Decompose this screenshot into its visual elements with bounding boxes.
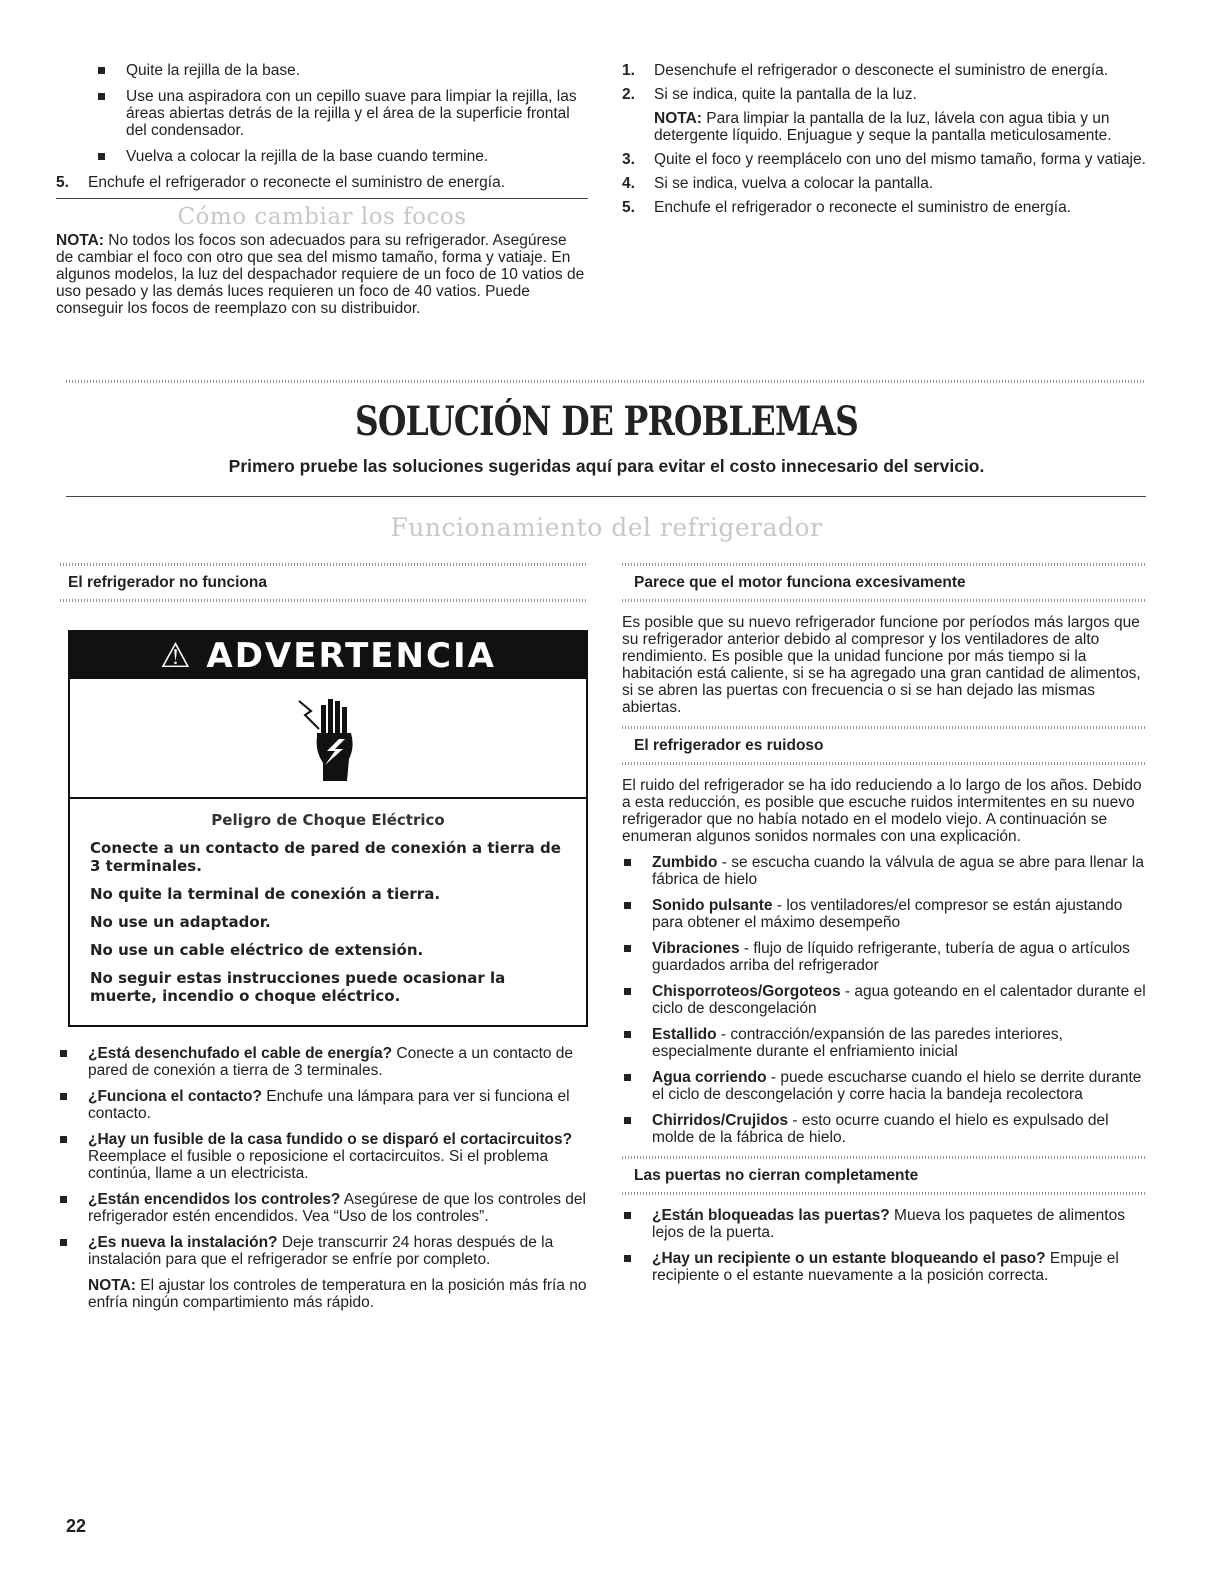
list-item [58,1088,588,1122]
list-item [622,1250,1147,1284]
check-question: ¿Están encendidos los controles? [88,1191,341,1208]
top-left-column [56,62,588,326]
list-item [58,1131,588,1182]
sound-name: Chisporroteos/Gorgoteos [652,983,841,1000]
section-divider [66,380,1146,383]
heading-doors: Las puertas no cierran completamente [634,1167,919,1184]
list-item [622,897,1147,931]
list-item: Use una aspiradora con un cepillo suave para limpiar la rejilla, las áreas abiertas detrás de la rejilla y el área de la superficie frontal del condensador. [96,88,588,139]
electric-shock-hand-icon [293,693,363,783]
sound-name: Vibraciones [652,940,740,957]
check-answer: Reemplace el fusible o reposicione el cortacircuitos. Si el problema continúa, llame a un electricista. [88,1148,549,1182]
heading-motor: Parece que el motor funciona excesivamente [634,574,966,591]
note-text: Para limpiar la pantalla de la luz, lávela con agua tibia y un detergente líquido. Enjuague y seque la pantalla meticulosamente. [654,110,1112,144]
warning-line: Conecte a un contacto de pared de conexión a tierra de 3 terminales. [90,839,561,875]
step-number: 3. [622,151,635,168]
motor-paragraph: Es posible que su nuevo refrigerador funcione por períodos más largos que su refrigerador anterior debido al compresor y los ventiladores de alto rendimiento. Es posible que la unidad funcione por más tiempo si la habitación está caliente, si se ha agregado una gran cantidad de alimentos, si se abren las puertas con frecuencia o si se han dejado las mismas abiertas. [622,614,1141,716]
note-text: El ajustar los controles de temperatura en la posición más fría no enfría ningún compartimiento más rápido. [88,1277,587,1311]
noisy-paragraph: El ruido del refrigerador se ha ido reduciendo a lo largo de los años. Debido a esta reducción, es posible que escuche ruidos intermitentes en su nuevo refrigerador que no había notado en el modelo viejo. A continuación se enumeran algunos sonidos normales con una explicación. [622,777,1142,845]
step-number: 4. [622,175,635,192]
title-rule [66,496,1146,497]
step-number: 5. [56,174,69,191]
sound-name: Zumbido [652,854,718,871]
step-number: 5. [622,199,635,216]
check-question: ¿Es nueva la instalación? [88,1234,278,1251]
page-number: 22 [66,1516,87,1536]
list-item [56,174,588,191]
bulbs-note [56,232,588,317]
sound-desc: - contracción/expansión de las paredes interiores, especialmente durante el enfriamiento inicial [652,1026,1063,1060]
list-item [622,86,1147,144]
dotted-rule [60,599,588,602]
warning-graphic [70,679,586,799]
list-item [622,1112,1147,1146]
sound-name: Chirridos/Crujidos [652,1112,789,1129]
step-text: Enchufe el refrigerador o reconecte el suministro de energía. [654,199,1072,216]
list-item [622,1069,1147,1103]
top-right-column [622,62,1147,223]
step-text: Enchufe el refrigerador o reconecte el suministro de energía. [88,174,506,191]
check-answer: Asegúrese de que los controles del refrigerador estén encendidos. Vea “Uso de los controles”. [88,1191,586,1225]
heading-noisy: El refrigerador es ruidoso [634,737,824,754]
sound-desc: - se escucha cuando la válvula de agua se abre para llenar la fábrica de hielo [652,854,1144,888]
note-text: No todos los focos son adecuados para su refrigerador. Asegúrese de cambiar el foco con otro que sea del mismo tamaño, forma y vatiaje. En algunos modelos, la luz del despachador requiere de un foco de 10 vatios de uso pesado y las demás luces requieren un foco de 40 vatios. Puede conseguir los focos de reemplazo con su distribuidor. [56,232,585,317]
sound-name: Agua corriendo [652,1069,767,1086]
warning-line: No seguir estas instrucciones puede ocasionar la muerte, incendio o choque eléctrico. [90,969,506,1005]
bottom-right-column [622,563,1147,1293]
list-item [58,1045,588,1079]
warning-hazard: Peligro de Choque Eléctrico [211,811,445,829]
list-item [622,1026,1147,1060]
check-question: ¿Están bloqueadas las puertas? [652,1207,890,1224]
step-text: Si se indica, quite la pantalla de la luz. [654,86,917,103]
section-title-operation: Funcionamiento del refrigerador [390,513,823,542]
sound-desc: - agua goteando en el calentador durante el ciclo de descongelación [652,983,1146,1017]
list-item [622,1207,1147,1241]
check-answer: Empuje el recipiente o el estante nuevamente a la posición correcta. [652,1250,1119,1284]
warning-box [68,630,588,1027]
check-answer: Mueva los paquetes de alimentos lejos de la puerta. [652,1207,1125,1241]
sound-desc: - flujo de líquido refrigerante, tubería de agua o artículos guardados arriba del refrigerador [652,940,1130,974]
note-label: NOTA: [88,1277,136,1294]
list-item [58,1234,588,1311]
sound-name: Sonido pulsante [652,897,773,914]
sound-desc: - los ventiladores/el compresor se están ajustando para obtener el máximo desempeño [652,897,1123,931]
warning-title: ADVERTENCIA [206,636,496,676]
list-item [622,199,1147,216]
warning-line: No quite la terminal de conexión a tierra. [90,885,441,903]
list-item: Vuelva a colocar la rejilla de la base cuando termine. [96,148,588,165]
list-item: Quite la rejilla de la base. [96,62,588,79]
sound-desc: - puede escucharse cuando el hielo se derrite durante el ciclo de descongelación y corre hacia la bandeja recolectora [652,1069,1142,1103]
warning-line: No use un adaptador. [90,913,271,931]
list-item [622,983,1147,1017]
page-title: SOLUCIÓN DE PROBLEMAS [355,398,858,445]
heading-not-working: El refrigerador no funciona [68,574,267,591]
sound-desc: - esto ocurre cuando el hielo es expulsado del molde de la fábrica de hielo. [652,1112,1109,1146]
step-text: Desenchufe el refrigerador o desconecte el suministro de energía. [654,62,1109,79]
note-label: NOTA: [654,110,702,127]
list-item [622,151,1147,168]
sound-name: Estallido [652,1026,717,1043]
list-item [58,1191,588,1225]
check-question: ¿Hay un recipiente o un estante bloqueando el paso? [652,1250,1046,1267]
page-subtitle: Primero pruebe las soluciones sugeridas aquí para evitar el costo innecesario del servicio. [228,456,985,476]
install-note [88,1277,588,1311]
dotted-rule [622,1192,1147,1195]
check-answer: Deje transcurrir 24 horas después de la instalación para que el refrigerador se enfríe por completo. [88,1234,554,1268]
section-title-bulbs: Cómo cambiar los focos [177,204,467,230]
step-text: Si se indica, vuelva a colocar la pantalla. [654,175,934,192]
list-item [622,175,1147,192]
warning-body [70,799,586,1025]
cleaning-bullets [96,62,588,165]
list-item [622,854,1147,888]
dotted-rule [622,599,1147,602]
note-label: NOTA: [56,232,104,249]
sound-list [622,854,1147,1146]
check-question: ¿Hay un fusible de la casa fundido o se disparó el cortacircuitos? [88,1131,573,1148]
check-question: ¿Está desenchufado el cable de energía? [88,1045,393,1062]
warning-line: No use un cable eléctrico de extensión. [90,941,424,959]
list-item [622,62,1147,79]
check-question: ¿Funciona el contacto? [88,1088,262,1105]
check-answer: Conecte a un contacto de pared de conexión a tierra de 3 terminales. [88,1045,574,1079]
bottom-left-column [68,563,588,1320]
step-list [56,174,588,191]
section-rule [56,198,588,199]
step-number: 1. [622,62,635,79]
step-text: Quite el foco y reemplácelo con uno del mismo tamaño, forma y vatiaje. [654,151,1146,168]
check-answer: Enchufe una lámpara para ver si funciona el contacto. [88,1088,570,1122]
list-item [622,940,1147,974]
dotted-rule [622,762,1147,765]
shade-note [654,110,1147,144]
warning-triangle-icon: ⚠ [160,636,193,676]
door-checks [622,1207,1147,1284]
step-number: 2. [622,86,635,103]
not-working-checks [58,1045,588,1311]
bulb-steps [622,62,1147,216]
warning-header [70,632,586,679]
